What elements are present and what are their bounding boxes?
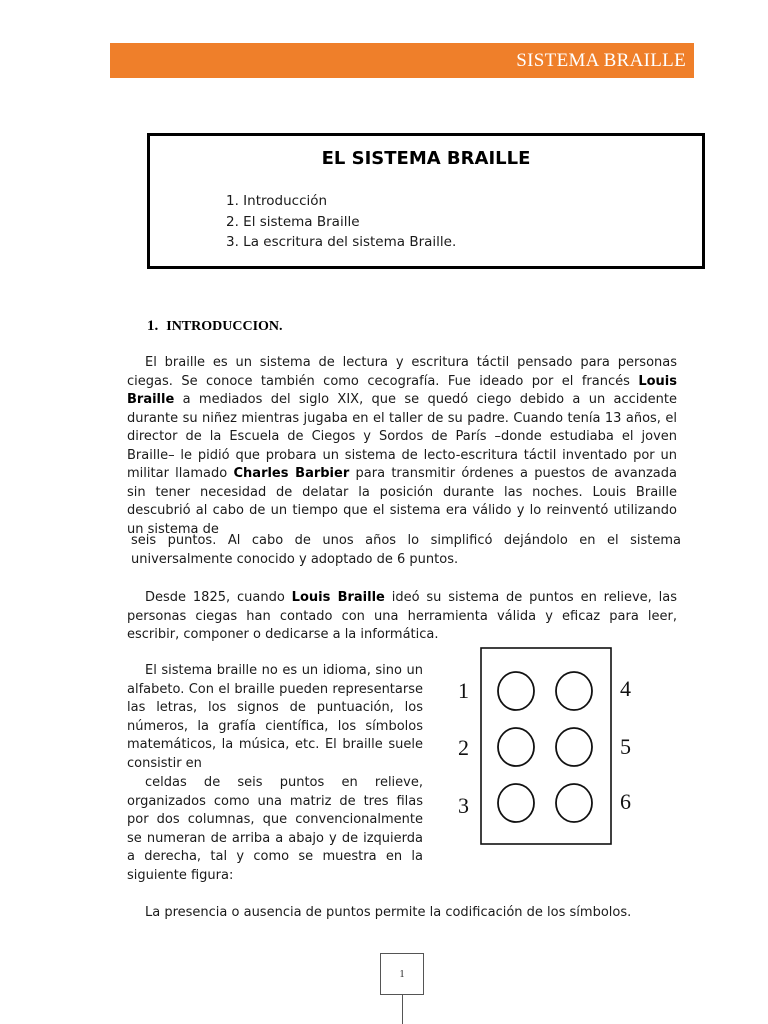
toc-item: 2. El sistema Braille xyxy=(226,213,360,230)
toc-item: 1. Introducción xyxy=(226,193,328,209)
text-run: ideó su sistema de puntos en relieve, las personas ciegas han contado con una herramienta válida y eficaz para leer, escribir, componer o dedicarse a la informática. xyxy=(127,590,677,642)
braille-dot-1 xyxy=(498,672,534,710)
braille-dot-6 xyxy=(556,784,592,822)
toc-title: EL SISTEMA BRAILLE xyxy=(321,148,531,169)
dot-label-2: 2 xyxy=(458,735,469,760)
dot-label-6: 6 xyxy=(620,789,631,814)
text-run: La presencia o ausencia de puntos permite la codificación de los símbolos. xyxy=(145,905,632,920)
paragraph-encoding xyxy=(127,904,677,923)
page-number-line xyxy=(402,995,403,1024)
text-run: El braille es un sistema de lectura y escritura táctil pensado para personas ciegas. Se conoce también como cecografía. Fue ideado por el francés xyxy=(127,355,677,389)
toc-list xyxy=(226,191,456,253)
braille-dot-4 xyxy=(556,672,592,710)
braille-dot-5 xyxy=(556,728,592,766)
header-title: SISTEMA BRAILLE xyxy=(516,50,686,71)
paragraph-intro-continued xyxy=(127,532,681,569)
paragraph-cells xyxy=(127,774,423,885)
section-heading xyxy=(147,318,283,335)
braille-dot-2 xyxy=(498,728,534,766)
table-of-contents xyxy=(147,133,705,269)
toc-item: 3. La escritura del sistema Braille. xyxy=(226,234,457,250)
text-run: seis puntos. Al cabo de unos años lo simplificó dejándolo en el sistema universalmente conocido y adoptado de 6 puntos. xyxy=(131,533,681,567)
bold-name: Louis Braille xyxy=(127,373,677,407)
text-run: para transmitir órdenes a puestos de avanzada sin tener necesidad de delatar la posición durante las noches. Louis Braille descubrió al cabo de un tiempo que el sistema era válido y lo reinventó utilizando un sistema de xyxy=(127,466,677,537)
page-number: 1 xyxy=(399,969,405,980)
section-title: INTRODUCCION. xyxy=(166,319,283,334)
braille-dot-3 xyxy=(498,784,534,822)
paragraph-intro xyxy=(127,354,677,539)
dot-label-4: 4 xyxy=(620,676,631,701)
braille-cell-diagram xyxy=(452,646,642,846)
braille-cell-figure xyxy=(452,646,642,846)
dot-label-3: 3 xyxy=(458,793,469,818)
paragraph-alphabet xyxy=(127,662,423,773)
text-run: El sistema braille no es un idioma, sino un alfabeto. Con el braille pueden representarse las letras, los signos de puntuación, los números, la grafía científica, los símbolos matemáticos, la música, etc. El braille suele consistir en xyxy=(127,663,423,771)
section-number: 1. xyxy=(147,318,159,334)
text-run: Desde 1825, cuando xyxy=(145,590,292,605)
text-run: a mediados del siglo XIX, que se quedó ciego debido a un accidente durante su niñez mientras jugaba en el taller de su padre. Cuando tenía 13 años, el director de la Escuela de Ciegos y Sordos de París –donde estudiaba el joven Braille– le pidió que probara un sistema de lecto-escritura táctil inventado por un militar llamado xyxy=(127,392,677,481)
page-number-box xyxy=(380,953,424,995)
text-run: celdas de seis puntos en relieve, organizados como una matriz de tres filas por dos columnas, que convencionalmente se numeran de arriba a abajo y de izquierda a derecha, tal y como se muestra en la siguiente figura: xyxy=(127,775,423,883)
dot-label-1: 1 xyxy=(458,678,469,703)
header-bar xyxy=(110,43,694,78)
bold-name: Charles Barbier xyxy=(233,466,350,481)
dot-label-5: 5 xyxy=(620,734,631,759)
paragraph-history xyxy=(127,589,677,645)
bold-name: Louis Braille xyxy=(291,590,385,605)
